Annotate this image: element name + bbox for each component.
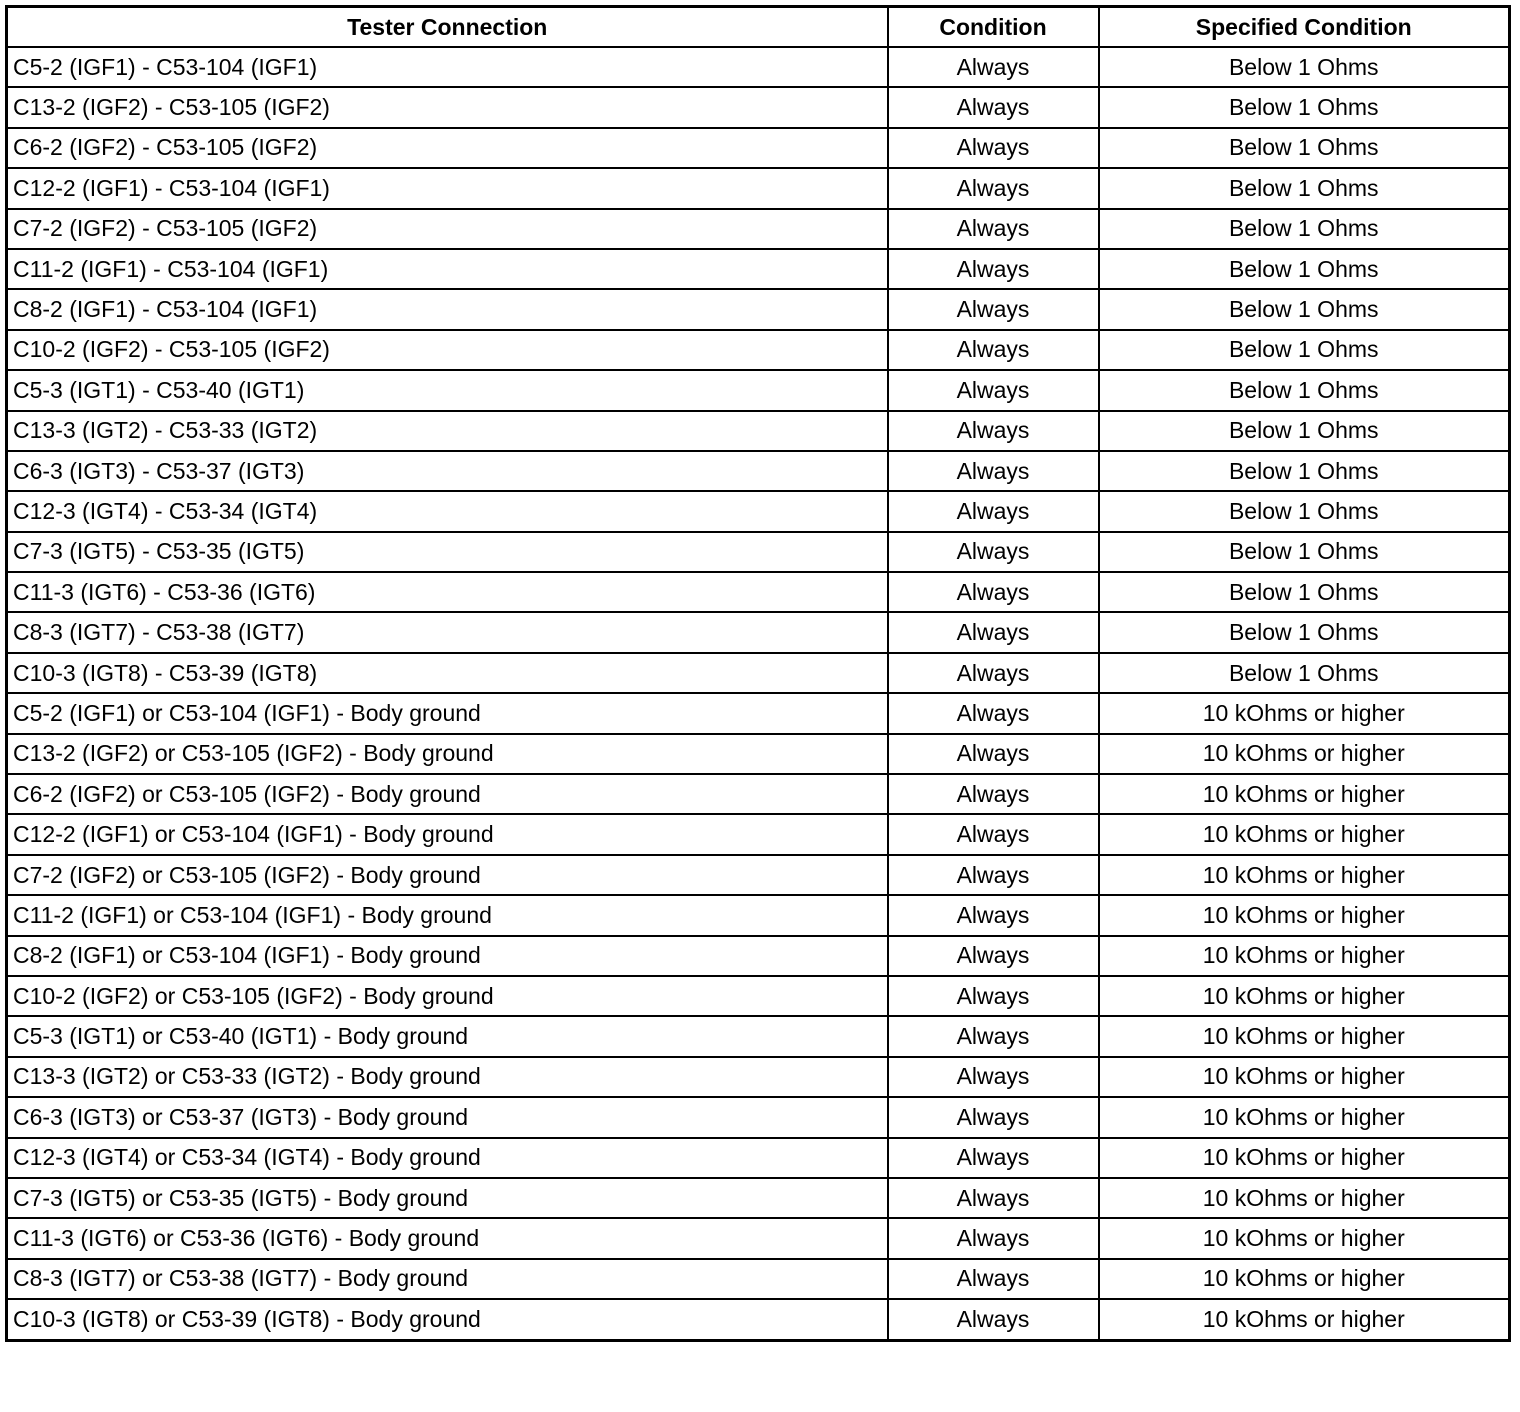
- specified-condition-cell: Below 1 Ohms: [1099, 87, 1510, 127]
- header-condition: Condition: [888, 7, 1099, 48]
- specified-condition-cell: 10 kOhms or higher: [1099, 1057, 1510, 1097]
- tester-connection-cell: C7-2 (IGF2) - C53-105 (IGF2): [7, 209, 888, 249]
- specified-condition-cell: 10 kOhms or higher: [1099, 1259, 1510, 1299]
- table-row: [7, 249, 1510, 289]
- condition-cell: Always: [888, 814, 1099, 854]
- table-header-row: [7, 7, 1510, 48]
- table-row: [7, 693, 1510, 733]
- specified-condition-cell: 10 kOhms or higher: [1099, 1299, 1510, 1340]
- specified-condition-cell: Below 1 Ohms: [1099, 451, 1510, 491]
- condition-cell: Always: [888, 693, 1099, 733]
- specified-condition-cell: 10 kOhms or higher: [1099, 1178, 1510, 1218]
- specified-condition-cell: 10 kOhms or higher: [1099, 1218, 1510, 1258]
- table-row: [7, 1178, 1510, 1218]
- specified-condition-cell: Below 1 Ohms: [1099, 47, 1510, 87]
- header-tester-connection: Tester Connection: [7, 7, 888, 48]
- condition-cell: Always: [888, 653, 1099, 693]
- table-row: [7, 734, 1510, 774]
- tester-connection-cell: C10-3 (IGT8) or C53-39 (IGT8) - Body ground: [7, 1299, 888, 1340]
- specified-condition-cell: Below 1 Ohms: [1099, 653, 1510, 693]
- specified-condition-cell: 10 kOhms or higher: [1099, 734, 1510, 774]
- specified-condition-cell: Below 1 Ohms: [1099, 532, 1510, 572]
- table-row: [7, 653, 1510, 693]
- tester-connection-cell: C5-2 (IGF1) - C53-104 (IGF1): [7, 47, 888, 87]
- resistance-spec-table: [5, 5, 1511, 1342]
- condition-cell: Always: [888, 289, 1099, 329]
- condition-cell: Always: [888, 1218, 1099, 1258]
- table-row: [7, 774, 1510, 814]
- specified-condition-cell: Below 1 Ohms: [1099, 249, 1510, 289]
- specified-condition-cell: Below 1 Ohms: [1099, 209, 1510, 249]
- condition-cell: Always: [888, 855, 1099, 895]
- table-row: [7, 895, 1510, 935]
- condition-cell: Always: [888, 1097, 1099, 1137]
- table-row: [7, 128, 1510, 168]
- table-row: [7, 87, 1510, 127]
- specified-condition-cell: 10 kOhms or higher: [1099, 814, 1510, 854]
- condition-cell: Always: [888, 774, 1099, 814]
- condition-cell: Always: [888, 209, 1099, 249]
- condition-cell: Always: [888, 1299, 1099, 1340]
- condition-cell: Always: [888, 451, 1099, 491]
- condition-cell: Always: [888, 330, 1099, 370]
- specified-condition-cell: Below 1 Ohms: [1099, 572, 1510, 612]
- table-row: [7, 572, 1510, 612]
- condition-cell: Always: [888, 1178, 1099, 1218]
- specified-condition-cell: 10 kOhms or higher: [1099, 855, 1510, 895]
- table-row: [7, 370, 1510, 410]
- condition-cell: Always: [888, 168, 1099, 208]
- tester-connection-cell: C10-2 (IGF2) or C53-105 (IGF2) - Body ground: [7, 976, 888, 1016]
- specified-condition-cell: 10 kOhms or higher: [1099, 1016, 1510, 1056]
- tester-connection-cell: C11-2 (IGF1) - C53-104 (IGF1): [7, 249, 888, 289]
- specified-condition-cell: Below 1 Ohms: [1099, 289, 1510, 329]
- condition-cell: Always: [888, 612, 1099, 652]
- specified-condition-cell: 10 kOhms or higher: [1099, 976, 1510, 1016]
- tester-connection-cell: C6-3 (IGT3) - C53-37 (IGT3): [7, 451, 888, 491]
- tester-connection-cell: C10-3 (IGT8) - C53-39 (IGT8): [7, 653, 888, 693]
- tester-connection-cell: C12-3 (IGT4) or C53-34 (IGT4) - Body ground: [7, 1138, 888, 1178]
- tester-connection-cell: C8-2 (IGF1) or C53-104 (IGF1) - Body ground: [7, 936, 888, 976]
- condition-cell: Always: [888, 734, 1099, 774]
- table-row: [7, 411, 1510, 451]
- table-row: [7, 1138, 1510, 1178]
- table-row: [7, 47, 1510, 87]
- tester-connection-cell: C13-2 (IGF2) - C53-105 (IGF2): [7, 87, 888, 127]
- tester-connection-cell: C5-2 (IGF1) or C53-104 (IGF1) - Body ground: [7, 693, 888, 733]
- specified-condition-cell: 10 kOhms or higher: [1099, 774, 1510, 814]
- condition-cell: Always: [888, 532, 1099, 572]
- condition-cell: Always: [888, 370, 1099, 410]
- table-row: [7, 451, 1510, 491]
- specified-condition-cell: Below 1 Ohms: [1099, 128, 1510, 168]
- tester-connection-cell: C8-3 (IGT7) - C53-38 (IGT7): [7, 612, 888, 652]
- tester-connection-cell: C6-3 (IGT3) or C53-37 (IGT3) - Body ground: [7, 1097, 888, 1137]
- tester-connection-cell: C13-3 (IGT2) or C53-33 (IGT2) - Body ground: [7, 1057, 888, 1097]
- condition-cell: Always: [888, 87, 1099, 127]
- tester-connection-cell: C12-2 (IGF1) or C53-104 (IGF1) - Body ground: [7, 814, 888, 854]
- tester-connection-cell: C6-2 (IGF2) or C53-105 (IGF2) - Body ground: [7, 774, 888, 814]
- table-row: [7, 168, 1510, 208]
- tester-connection-cell: C10-2 (IGF2) - C53-105 (IGF2): [7, 330, 888, 370]
- tester-connection-cell: C6-2 (IGF2) - C53-105 (IGF2): [7, 128, 888, 168]
- condition-cell: Always: [888, 572, 1099, 612]
- tester-connection-cell: C7-3 (IGT5) - C53-35 (IGT5): [7, 532, 888, 572]
- table-body: [7, 47, 1510, 1340]
- specified-condition-cell: Below 1 Ohms: [1099, 168, 1510, 208]
- specified-condition-cell: 10 kOhms or higher: [1099, 693, 1510, 733]
- table-row: [7, 1016, 1510, 1056]
- specified-condition-cell: 10 kOhms or higher: [1099, 1138, 1510, 1178]
- table-row: [7, 612, 1510, 652]
- condition-cell: Always: [888, 47, 1099, 87]
- condition-cell: Always: [888, 895, 1099, 935]
- table-row: [7, 855, 1510, 895]
- specified-condition-cell: Below 1 Ohms: [1099, 491, 1510, 531]
- condition-cell: Always: [888, 411, 1099, 451]
- table-row: [7, 1299, 1510, 1340]
- table-row: [7, 330, 1510, 370]
- tester-connection-cell: C5-3 (IGT1) - C53-40 (IGT1): [7, 370, 888, 410]
- tester-connection-cell: C13-2 (IGF2) or C53-105 (IGF2) - Body ground: [7, 734, 888, 774]
- condition-cell: Always: [888, 128, 1099, 168]
- tester-connection-cell: C8-2 (IGF1) - C53-104 (IGF1): [7, 289, 888, 329]
- specified-condition-cell: Below 1 Ohms: [1099, 370, 1510, 410]
- condition-cell: Always: [888, 1016, 1099, 1056]
- condition-cell: Always: [888, 249, 1099, 289]
- tester-connection-cell: C12-3 (IGT4) - C53-34 (IGT4): [7, 491, 888, 531]
- condition-cell: Always: [888, 1138, 1099, 1178]
- tester-connection-cell: C7-3 (IGT5) or C53-35 (IGT5) - Body ground: [7, 1178, 888, 1218]
- tester-connection-cell: C11-3 (IGT6) - C53-36 (IGT6): [7, 572, 888, 612]
- tester-connection-cell: C7-2 (IGF2) or C53-105 (IGF2) - Body ground: [7, 855, 888, 895]
- table-row: [7, 936, 1510, 976]
- tester-connection-cell: C12-2 (IGF1) - C53-104 (IGF1): [7, 168, 888, 208]
- table-row: [7, 532, 1510, 572]
- table-row: [7, 1097, 1510, 1137]
- tester-connection-cell: C13-3 (IGT2) - C53-33 (IGT2): [7, 411, 888, 451]
- table-row: [7, 209, 1510, 249]
- tester-connection-cell: C5-3 (IGT1) or C53-40 (IGT1) - Body ground: [7, 1016, 888, 1056]
- table-row: [7, 976, 1510, 1016]
- condition-cell: Always: [888, 976, 1099, 1016]
- table-row: [7, 814, 1510, 854]
- header-specified-condition: Specified Condition: [1099, 7, 1510, 48]
- condition-cell: Always: [888, 1057, 1099, 1097]
- tester-connection-cell: C11-2 (IGF1) or C53-104 (IGF1) - Body ground: [7, 895, 888, 935]
- condition-cell: Always: [888, 491, 1099, 531]
- table-row: [7, 289, 1510, 329]
- specified-condition-cell: Below 1 Ohms: [1099, 330, 1510, 370]
- specified-condition-cell: 10 kOhms or higher: [1099, 936, 1510, 976]
- table-row: [7, 1259, 1510, 1299]
- specified-condition-cell: 10 kOhms or higher: [1099, 895, 1510, 935]
- specified-condition-cell: Below 1 Ohms: [1099, 411, 1510, 451]
- condition-cell: Always: [888, 936, 1099, 976]
- table-row: [7, 1218, 1510, 1258]
- tester-connection-cell: C8-3 (IGT7) or C53-38 (IGT7) - Body ground: [7, 1259, 888, 1299]
- condition-cell: Always: [888, 1259, 1099, 1299]
- specified-condition-cell: 10 kOhms or higher: [1099, 1097, 1510, 1137]
- table-row: [7, 491, 1510, 531]
- tester-connection-cell: C11-3 (IGT6) or C53-36 (IGT6) - Body ground: [7, 1218, 888, 1258]
- table-row: [7, 1057, 1510, 1097]
- specified-condition-cell: Below 1 Ohms: [1099, 612, 1510, 652]
